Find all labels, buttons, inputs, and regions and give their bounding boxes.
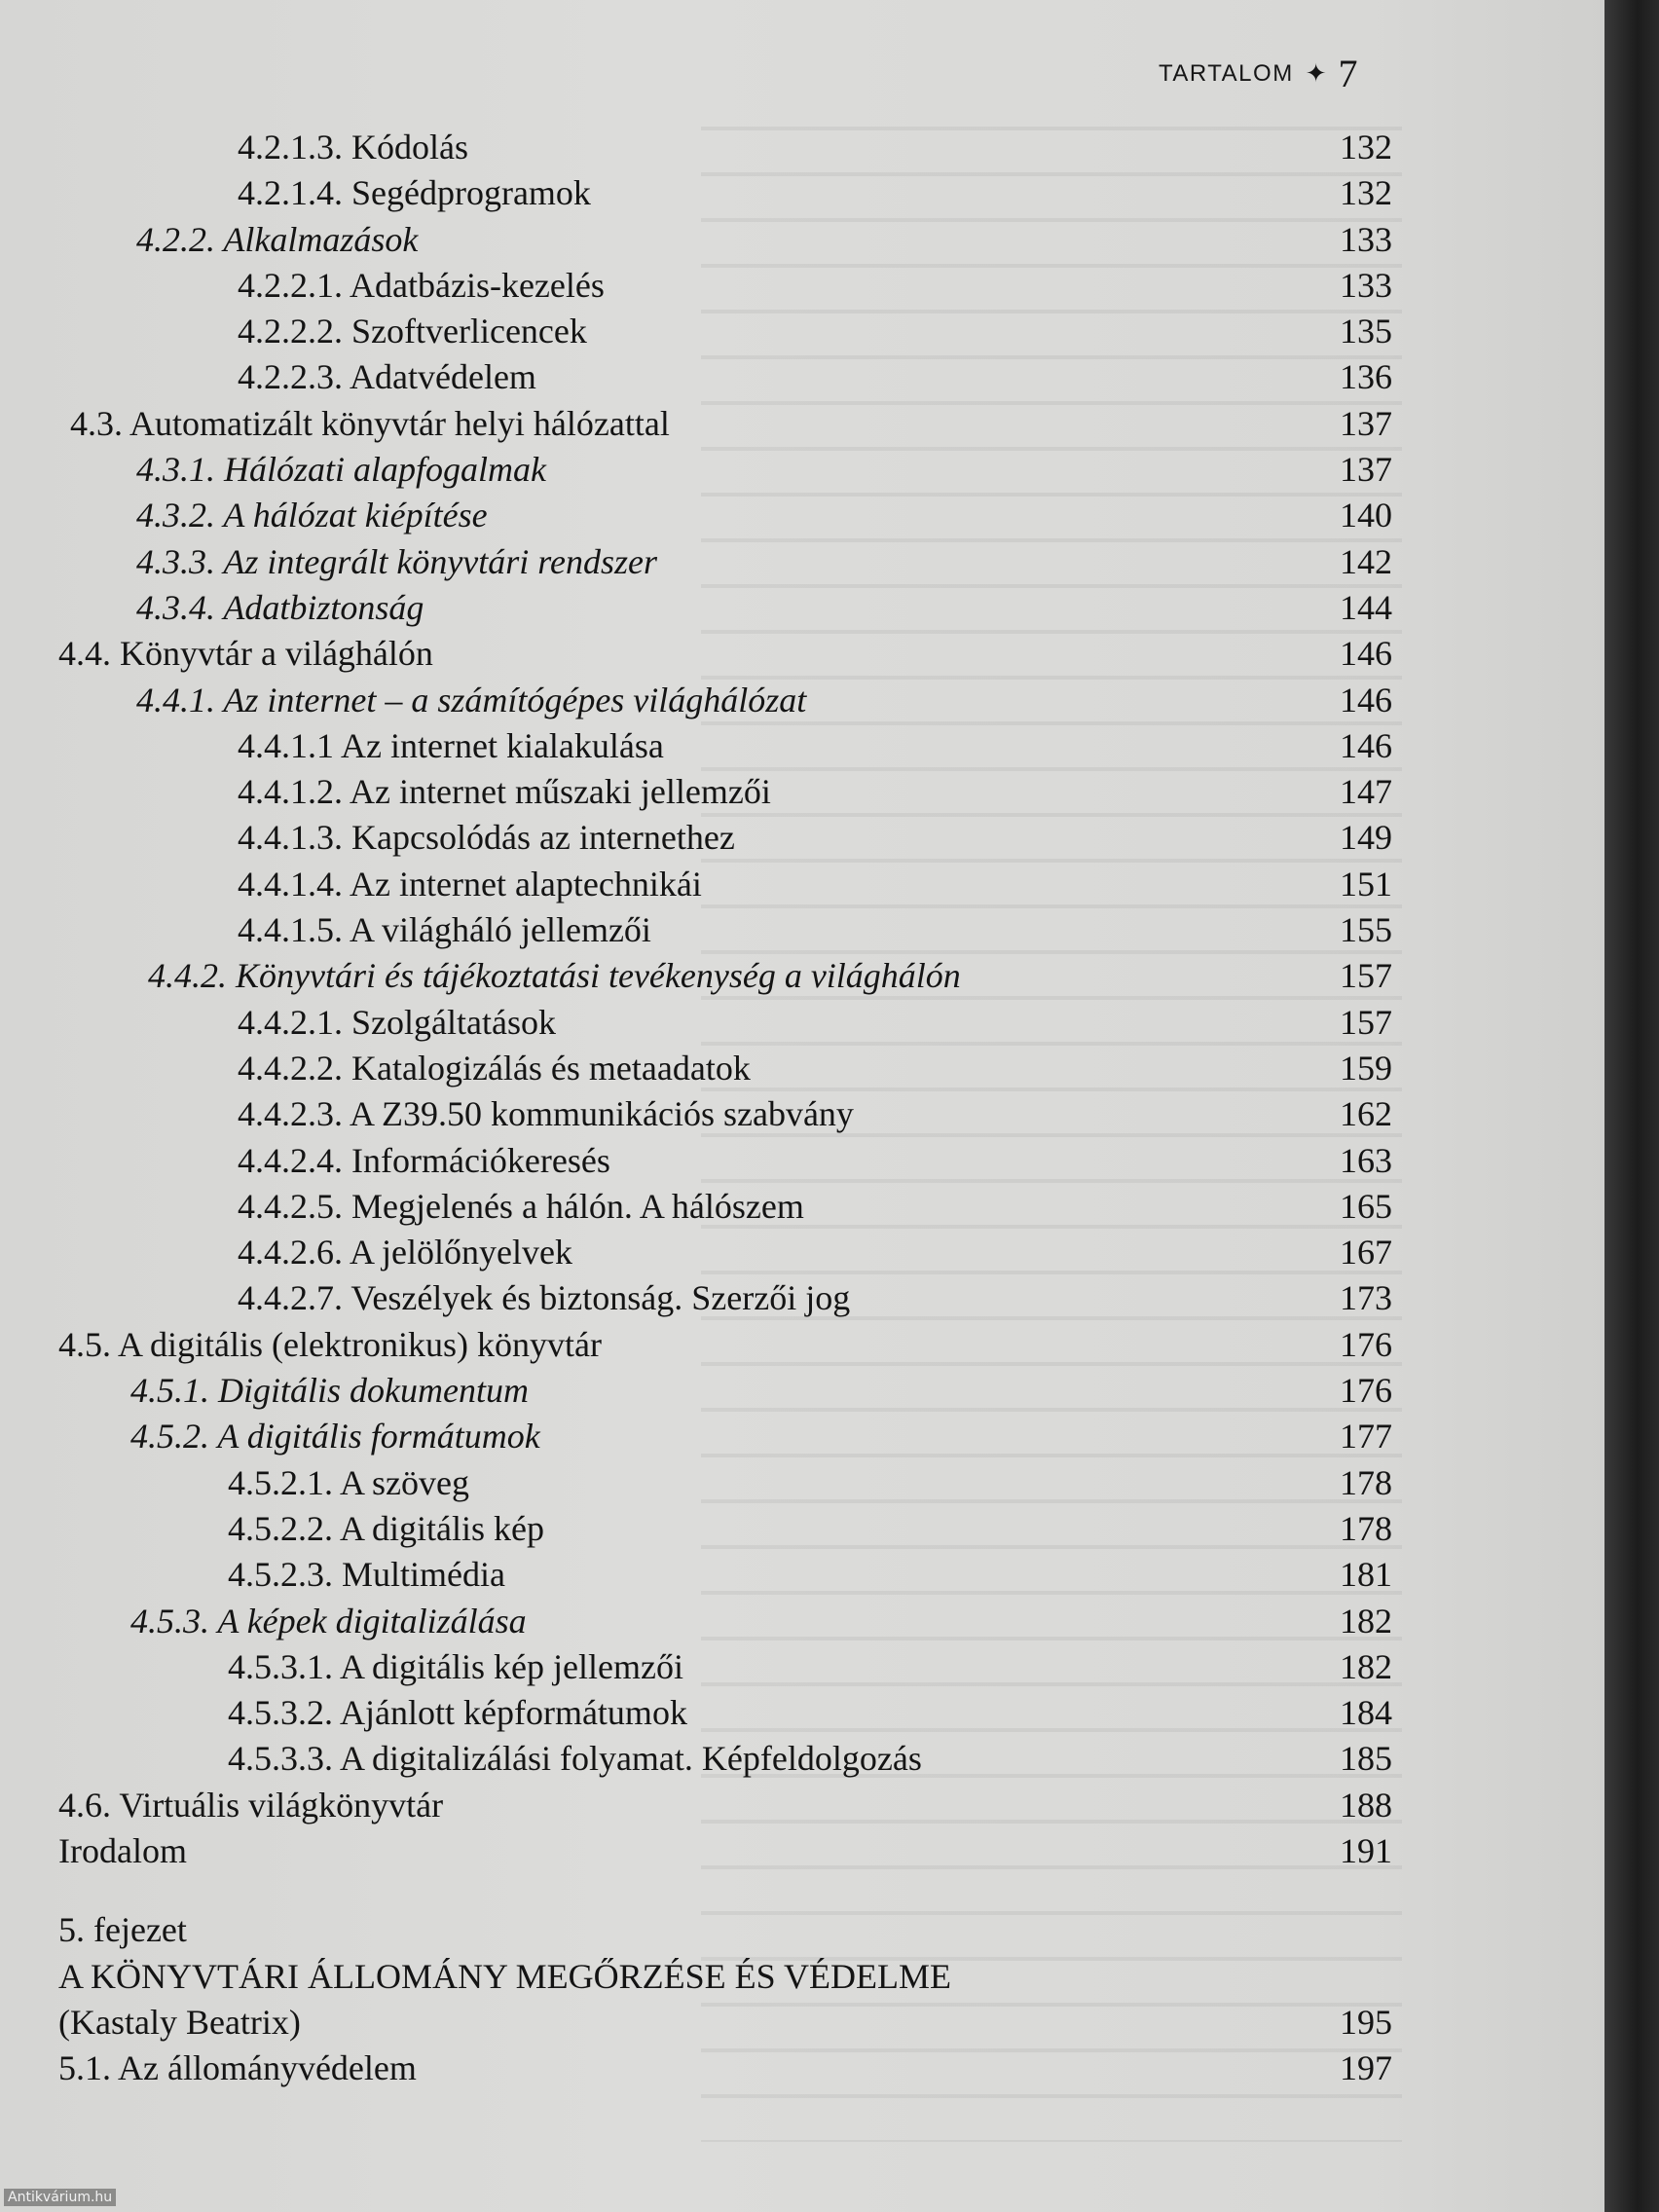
toc-entry-page: 188 [1340, 1785, 1392, 1825]
toc-entry-title: 4.3.2. A hálózat kiépítése [136, 496, 488, 535]
toc-entry-title: 4.4.2.3. A Z39.50 kommunikációs szabvány [238, 1094, 854, 1134]
toc-entry [0, 309, 1392, 354]
ornament-icon: ✦ [1305, 58, 1327, 89]
toc-entry-page: 132 [1340, 128, 1392, 166]
toc-entry [0, 585, 1392, 631]
toc-entry-title: 4.4.2.5. Megjelenés a hálón. A hálószem [238, 1186, 804, 1226]
toc-entry-page: 162 [1340, 1094, 1392, 1134]
toc-entry-title: 4.5.3.1. A digitális kép jellemzői [228, 1646, 683, 1686]
toc-entry-title: 5.1. Az állományvédelem [58, 2048, 417, 2088]
toc-entry-page: 178 [1340, 1462, 1392, 1502]
book-spine-shadow [1604, 0, 1659, 2212]
toc-entry-title: 4.3.4. Adatbiztonság [136, 587, 424, 627]
toc-entry-title: 4.3. Automatizált könyvtár helyi hálózattal [70, 403, 670, 443]
toc-entry-page: 167 [1340, 1233, 1392, 1272]
toc-entry-title: 4.2.2.1. Adatbázis-kezelés [238, 265, 605, 305]
toc-entry [0, 125, 1392, 170]
toc-entry-page: 155 [1340, 910, 1392, 950]
toc-entry [0, 493, 1392, 538]
toc-entry-title: 4.4.1. Az internet – a számítógépes világhálózat [136, 680, 807, 719]
toc-entry [0, 1690, 1392, 1736]
toc-entry [0, 539, 1392, 585]
toc-entry-page: 132 [1340, 173, 1392, 213]
toc-entry [0, 1091, 1392, 1137]
toc-entry [0, 447, 1392, 493]
toc-entry-title: A KÖNYVTÁRI ÁLLOMÁNY MEGŐRZÉSE ÉS VÉDELME [58, 1956, 951, 1996]
toc-entry-title: 4.5.3. A képek digitalizálása [130, 1601, 527, 1641]
toc-entry [0, 1599, 1392, 1644]
toc-entry-page: 142 [1340, 541, 1392, 581]
toc-entry-page: 140 [1340, 496, 1392, 535]
toc-entry-page: 151 [1340, 864, 1392, 903]
toc-entry-title: Irodalom [58, 1830, 187, 1870]
toc-entry [0, 678, 1392, 723]
toc-entry [0, 1184, 1392, 1230]
toc-entry [0, 354, 1392, 400]
toc-entry [0, 1828, 1392, 1874]
toc-entry-title: 4.2.2.2. Szoftverlicencek [238, 312, 587, 351]
running-header [1159, 51, 1392, 96]
toc-entry [0, 2046, 1392, 2091]
toc-entry-title: 4.4.2.2. Katalogizálás és metaadatok [238, 1048, 751, 1088]
toc-entry-page: 137 [1340, 450, 1392, 490]
toc-entry-page: 177 [1340, 1417, 1392, 1456]
toc-entry-page: 181 [1340, 1555, 1392, 1595]
toc-entry-title: 4.2.2. Alkalmazások [136, 219, 419, 259]
toc-entry-title: 4.5.2. A digitális formátumok [130, 1417, 540, 1456]
toc-entry-page: 178 [1340, 1508, 1392, 1548]
toc-entry-title: 4.4.2.6. A jelölőnyelvek [238, 1233, 572, 1272]
toc-entry-title: 4.5.1. Digitális dokumentum [130, 1371, 529, 1411]
toc-entry-page: 146 [1340, 634, 1392, 674]
toc-entry-page: 137 [1340, 403, 1392, 443]
toc-entry-title: 4.3.3. Az integrált könyvtári rendszer [136, 541, 657, 581]
toc-entry-title: 4.5.2.1. A szöveg [228, 1462, 469, 1502]
toc-entry-page: 146 [1340, 725, 1392, 765]
toc-entry [0, 631, 1392, 677]
toc-entry [0, 1322, 1392, 1368]
toc-entry [0, 907, 1392, 953]
table-of-contents [0, 125, 1392, 2091]
toc-entry-title: 4.4.2.1. Szolgáltatások [238, 1002, 556, 1042]
toc-entry-title: 4.4.2. Könyvtári és tájékoztatási tevékenység a világhálón [148, 956, 961, 996]
toc-entry-page: 182 [1340, 1646, 1392, 1686]
toc-entry-page: 165 [1340, 1186, 1392, 1226]
toc-entry [0, 1907, 1392, 1953]
toc-entry-title: 4.5.2.2. A digitális kép [228, 1508, 545, 1548]
toc-entry [0, 1783, 1392, 1828]
toc-entry [0, 1368, 1392, 1414]
toc-entry-title: 4.4.1.3. Kapcsolódás az internethez [238, 818, 735, 858]
toc-entry [0, 1414, 1392, 1459]
toc-entry-title: 4.2.1.3. Kódolás [238, 128, 468, 166]
toc-entry-page: 163 [1340, 1140, 1392, 1180]
watermark: Antikvárium.hu [4, 2189, 116, 2206]
toc-entry [0, 769, 1392, 815]
toc-entry-page: 191 [1340, 1830, 1392, 1870]
toc-entry-page: 185 [1340, 1739, 1392, 1779]
toc-entry-page: 136 [1340, 357, 1392, 397]
page-number: 7 [1338, 52, 1358, 95]
toc-entry-title: 4.5. A digitális (elektronikus) könyvtár [58, 1324, 602, 1364]
toc-entry-page: 173 [1340, 1278, 1392, 1318]
toc-entry-title: 4.5.3.2. Ajánlott képformátumok [228, 1693, 687, 1733]
toc-entry-page: 159 [1340, 1048, 1392, 1088]
toc-entry-page: 146 [1340, 680, 1392, 719]
toc-entry [0, 723, 1392, 769]
toc-entry-page: 176 [1340, 1324, 1392, 1364]
toc-entry-title: 4.2.1.4. Segédprogramok [238, 173, 591, 213]
toc-entry [0, 217, 1392, 263]
toc-entry-title: 4.4.1.2. Az internet műszaki jellemzői [238, 772, 771, 812]
toc-entry-title: 4.4. Könyvtár a világhálón [58, 634, 433, 674]
toc-entry-page: 157 [1340, 1002, 1392, 1042]
toc-entry-title: 4.2.2.3. Adatvédelem [238, 357, 536, 397]
toc-entry [0, 1046, 1392, 1091]
toc-entry-title: 4.6. Virtuális világkönyvtár [58, 1785, 444, 1825]
toc-entry [0, 170, 1392, 216]
toc-entry-title: 4.3.1. Hálózati alapfogalmak [136, 450, 546, 490]
toc-entry [0, 1275, 1392, 1321]
toc-entry-title: 4.5.2.3. Multimédia [228, 1555, 505, 1595]
header-label: TARTALOM [1159, 59, 1294, 87]
toc-entry-page: 135 [1340, 312, 1392, 351]
toc-entry-title: (Kastaly Beatrix) [58, 2002, 301, 2042]
toc-spacer [0, 1874, 1392, 1907]
toc-entry-title: 4.4.2.7. Veszélyek és biztonság. Szerzői jog [238, 1278, 851, 1318]
toc-entry-page: 149 [1340, 818, 1392, 858]
toc-entry-title: 4.5.3.3. A digitalizálási folyamat. Képfeldolgozás [228, 1739, 922, 1779]
toc-entry-page: 133 [1340, 219, 1392, 259]
toc-entry [0, 1954, 1392, 2000]
toc-entry [0, 1460, 1392, 1506]
toc-entry [0, 1000, 1392, 1046]
toc-entry-page: 133 [1340, 265, 1392, 305]
toc-entry [0, 1230, 1392, 1275]
toc-entry-page: 197 [1340, 2048, 1392, 2088]
toc-entry [0, 1644, 1392, 1690]
toc-entry [0, 1552, 1392, 1598]
toc-entry-page: 182 [1340, 1601, 1392, 1641]
toc-entry-title: 4.4.1.5. A világháló jellemzői [238, 910, 651, 950]
toc-entry-page: 176 [1340, 1371, 1392, 1411]
toc-entry [0, 263, 1392, 309]
toc-entry [0, 1736, 1392, 1782]
toc-entry [0, 953, 1392, 999]
toc-entry-page: 144 [1340, 587, 1392, 627]
toc-entry-page: 157 [1340, 956, 1392, 996]
toc-entry [0, 1506, 1392, 1552]
toc-entry-title: 4.4.1.1 Az internet kialakulása [238, 725, 664, 765]
toc-entry-page: 195 [1340, 2002, 1392, 2042]
toc-entry-title: 4.4.2.4. Információkeresés [238, 1140, 610, 1180]
toc-entry [0, 815, 1392, 861]
toc-entry-title: 4.4.1.4. Az internet alaptechnikái [238, 864, 702, 903]
toc-entry-page: 147 [1340, 772, 1392, 812]
toc-entry [0, 401, 1392, 447]
toc-entry-title: 5. fejezet [58, 1910, 187, 1950]
toc-entry [0, 1138, 1392, 1184]
toc-entry [0, 2000, 1392, 2046]
toc-entry-page: 184 [1340, 1693, 1392, 1733]
toc-entry [0, 862, 1392, 907]
